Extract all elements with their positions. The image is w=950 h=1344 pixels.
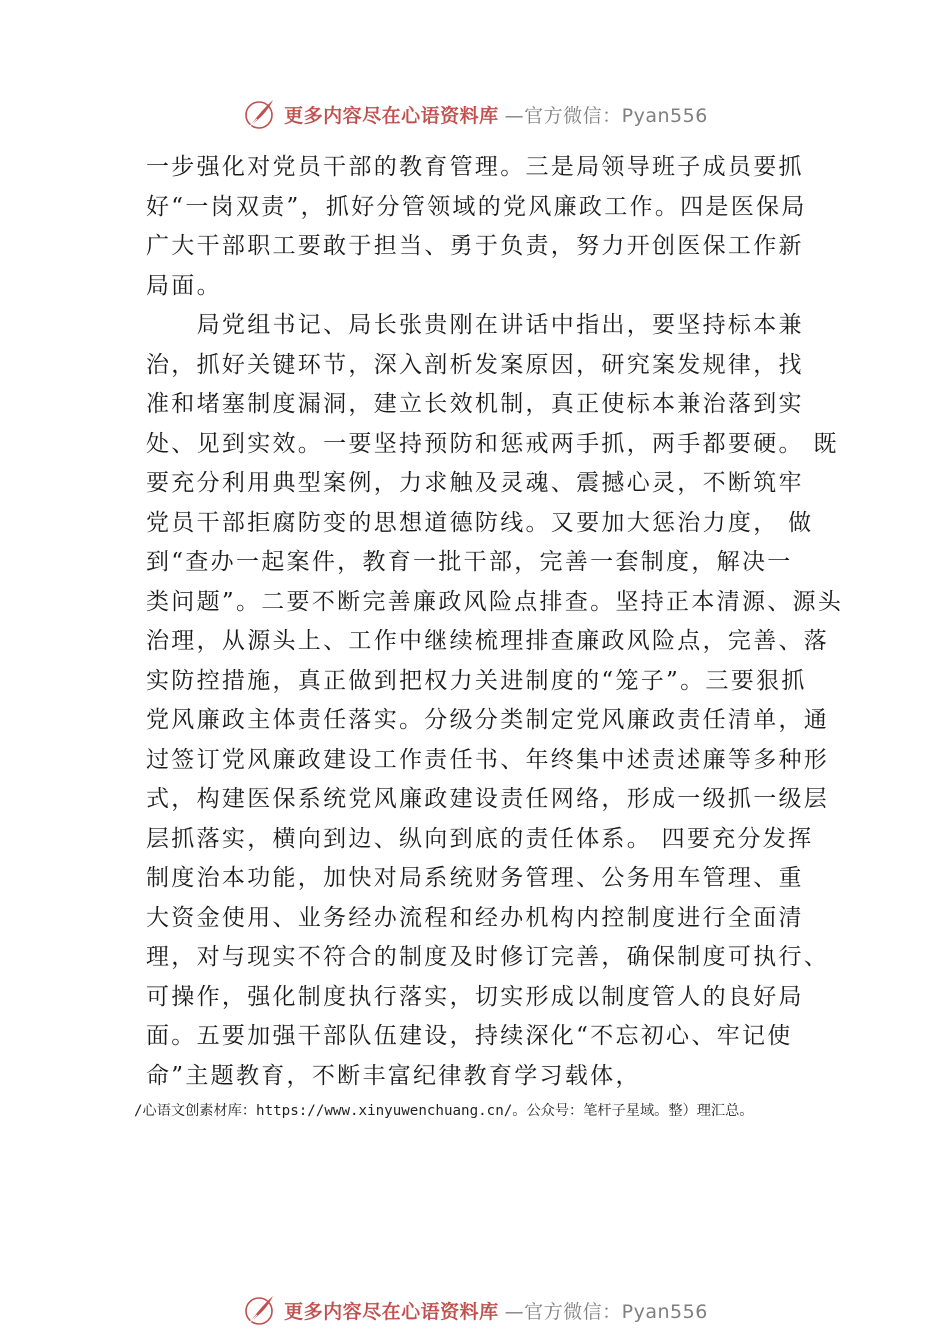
text-line: 到“查办一起案件，教育一批干部，完善一套制度，解决一: [146, 549, 793, 575]
text-line: 好“一岗双责”，抓好分管领域的党风廉政工作。四是医保局: [146, 193, 807, 220]
text-line: 局面。: [146, 272, 222, 299]
text-line: 制度治本功能，加快对局系统财务管理、公务用车管理、重: [146, 865, 804, 891]
footer-watermark-banner: [0, 1290, 950, 1330]
text-line: 广大干部职工要敢于担当、勇于负责，努力开创医保工作新: [146, 233, 804, 259]
text-line: 层抓落实，横向到边、纵向到底的责任体系。 四要充分发挥: [146, 825, 814, 852]
banner-title: 更多内容尽在心语资料库: [284, 104, 499, 127]
source-footnote: /心语文创素材库：https://www.xinyuwenchuang.cn/。公众号：笔杆子星域。整）理汇总。: [134, 1103, 754, 1119]
quill-pen-in-circle-icon: [242, 96, 278, 132]
banner-title: 更多内容尽在心语资料库: [284, 1300, 499, 1323]
text-line: 党员干部拒腐防变的思想道德防线。又要加大惩治力度， 做: [146, 509, 814, 536]
text-line: 面。五要加强干部队伍建设，持续深化“不忘初心、牢记使: [146, 1023, 793, 1049]
text-line: 实防控措施，真正做到把权力关进制度的“笼子”。三要狠抓: [146, 667, 807, 694]
text-line: 处、见到实效。一要坚持预防和惩戒两手抓，两手都要硬。 既: [146, 430, 839, 457]
quill-pen-in-circle-icon: [242, 1292, 278, 1328]
text-line: 要充分利用典型案例，力求触及灵魂、震撼心灵，不断筑牢: [146, 470, 804, 496]
text-line: 治，抓好关键环节，深入剖析发案原因，研究案发规律，找: [146, 351, 804, 378]
text-line: 过签订党风廉政建设工作责任书、年终集中述责述廉等多种形: [146, 746, 830, 773]
text-line: 命”主题教育，不断丰富纪律教育学习载体，: [146, 1062, 641, 1089]
banner-wechat: —官方微信：Pyan556: [504, 104, 708, 127]
text-line: 治理，从源头上、工作中继续梳理排查廉政风险点，完善、落: [146, 628, 830, 654]
text-line: 大资金使用、业务经办流程和经办机构内控制度进行全面清: [146, 904, 804, 931]
text-line: 局党组书记、局长张贵刚在讲话中指出，要坚持标本兼: [146, 312, 804, 338]
text-line: 一步强化对党员干部的教育管理。三是局领导班子成员要抓: [146, 154, 804, 180]
document-body: [146, 148, 844, 1096]
text-line: 理，对与现实不符合的制度及时修订完善，确保制度可执行、: [146, 944, 830, 970]
text-line: 类问题”。二要不断完善廉政风险点排查。坚持正本清源、源头: [146, 588, 844, 615]
text-line: 党风廉政主体责任落实。分级分类制定党风廉政责任清单，通: [146, 707, 830, 733]
text-line: 式，构建医保系统党风廉政建设责任网络，形成一级抓一级层: [146, 786, 830, 812]
text-line: 可操作，强化制度执行落实，切实形成以制度管人的良好局: [146, 983, 804, 1010]
text-line: 准和堵塞制度漏洞，建立长效机制，真正使标本兼治落到实: [146, 391, 804, 417]
header-watermark-banner: [0, 94, 950, 134]
banner-wechat: —官方微信：Pyan556: [504, 1300, 708, 1323]
